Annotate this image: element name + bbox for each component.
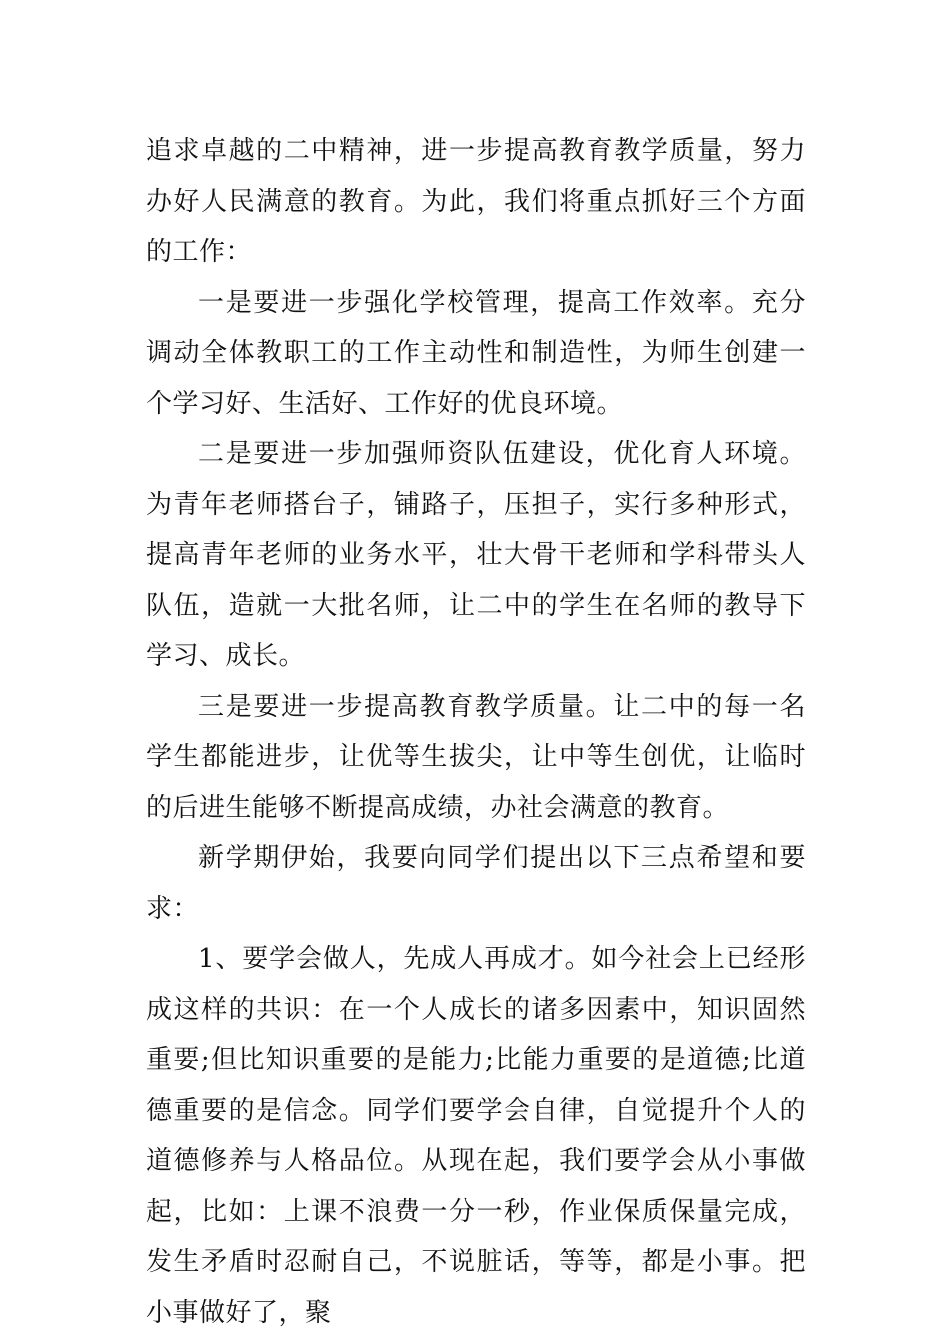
paragraph-2: 一是要进一步强化学校管理，提高工作效率。充分调动全体教职工的工作主动性和制造性，为师生创建一个学习好、生活好、工作好的优良环境。 (146, 287, 806, 419)
paragraph-5: 新学期伊始，我要向同学们提出以下三点希望和要求： (146, 843, 806, 924)
paragraph-4: 三是要进一步提高教育教学质量。让二中的每一名学生都能进步，让优等生拔尖，让中等生创优，让临时的后进生能够不断提高成绩，办社会满意的教育。 (146, 691, 806, 823)
paragraph-6: 1、要学会做人，先成人再成才。如今社会上已经形成这样的共识：在一个人成长的诸多因素中，知识固然重要;但比知识重要的是能力;比能力重要的是道德;比道德重要的是信念。同学们要学会自律，自觉提升个人的道德修养与人格品位。从现在起，我们要学会从小事做起，比如：上课不浪费一分一秒，作业保质保量完成，发生矛盾时忍耐自己，不说脏话，等等，都是小事。把小事做好了，聚 (146, 944, 806, 1328)
paragraph-3: 二是要进一步加强师资队伍建设，优化育人环境。为青年老师搭台子，铺路子，压担子，实行多种形式，提高青年老师的业务水平，壮大骨干老师和学科带头人队伍，造就一大批名师，让二中的学生在名师的教导下学习、成长。 (146, 439, 806, 671)
document-body (146, 126, 806, 1338)
paragraph-1: 追求卓越的二中精神，进一步提高教育教学质量，努力办好人民满意的教育。为此，我们将重点抓好三个方面的工作： (146, 136, 806, 267)
